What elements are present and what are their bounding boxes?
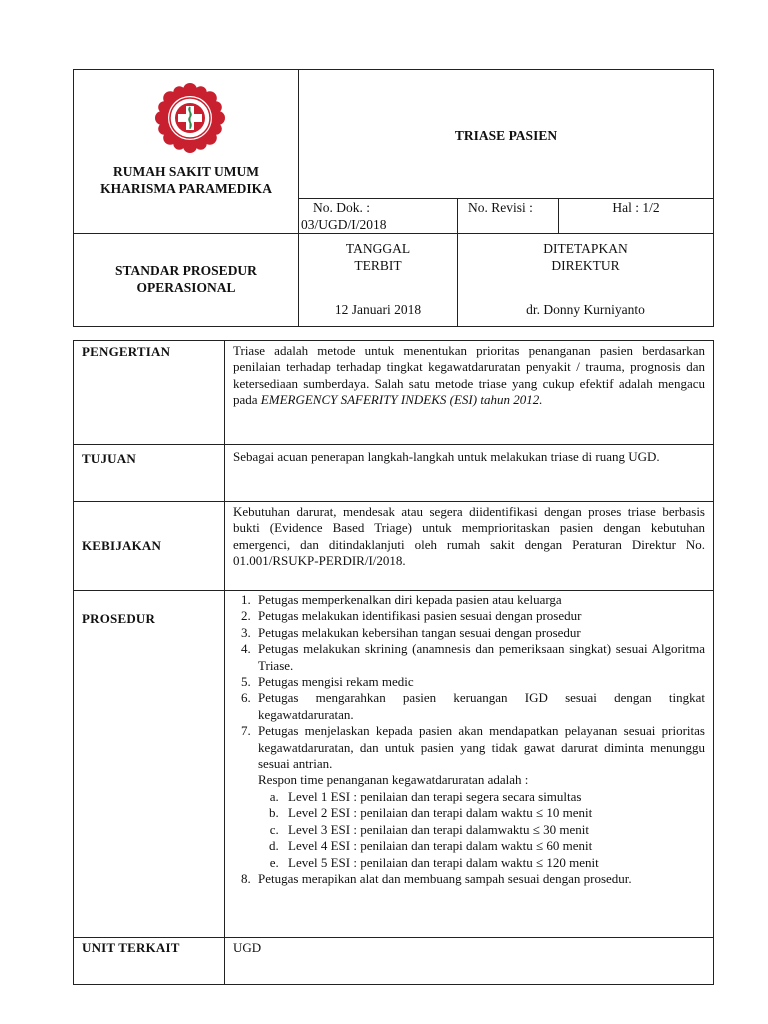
section-label-tujuan: TUJUAN <box>74 445 225 502</box>
document-header <box>73 69 714 327</box>
hospital-logo-icon <box>154 82 226 154</box>
esi-levels <box>258 789 705 871</box>
esi-level-item: c. Level 3 ESI : penilaian dan terapi dalamwaktu ≤ 30 menit <box>282 822 705 838</box>
section-content-unit-terkait: UGD <box>225 938 714 985</box>
hospital-name-line2: KHARISMA PARAMEDIKA <box>100 181 272 196</box>
section-pengertian <box>74 341 714 445</box>
document-title: TRIASE PASIEN <box>454 128 558 143</box>
procedure-step-text: 7. Petugas menjelaskan kepada pasien akan mendapatkan pelayanan sesuai prioritas kegawatdaruratan, dan untuk pasien yang tidak gawat darurat diminta menunggu sesuai antrian. <box>258 723 705 772</box>
doc-number-value: 03/UGD/I/2018 <box>301 217 387 232</box>
section-label-unit-terkait: UNIT TERKAIT <box>74 938 225 985</box>
section-content-pengertian <box>225 341 714 445</box>
hospital-identity <box>74 70 299 234</box>
section-label-prosedur: PROSEDUR <box>74 591 225 938</box>
issued-label-line1: TANGGAL <box>345 241 411 256</box>
esi-level-item: e. Level 5 ESI : penilaian dan terapi dalam waktu ≤ 120 menit <box>282 855 705 871</box>
page-number-label: Hal : 1/2 <box>612 200 660 215</box>
procedure-step: 5. Petugas mengisi rekam medic <box>254 674 705 690</box>
procedure-step: 3. Petugas melakukan kebersihan tangan sesuai dengan prosedur <box>254 625 705 641</box>
procedure-step <box>254 723 705 871</box>
section-content-tujuan: Sebagai acuan penerapan langkah-langkah untuk melakukan triase di ruang UGD. <box>225 445 714 502</box>
esi-level-item: b. Level 2 ESI : penilaian dan terapi dalam waktu ≤ 10 menit <box>282 805 705 821</box>
revision-cell <box>458 199 559 234</box>
esi-level-item: a. Level 1 ESI : penilaian dan terapi segera secara simultas <box>282 789 705 805</box>
sop-title-cell <box>74 234 299 327</box>
response-time-intro: Respon time penanganan kegawatdaruratan adalah : <box>258 772 529 788</box>
procedure-step: 4. Petugas melakukan skrining (anamnesis dan pemeriksaan singkat) sesuai Algoritma Triase. <box>254 641 705 674</box>
pengertian-text: Triase adalah metode untuk menentukan prioritas penanganan pasien berdasarkan penilaian terhadap terhadap tingkat kegawatdaruratan penyakit / trauma, prognosis dan ketersediaan sumberdaya. Salah satu metode triase yang cukup efektif adalah mengacu pada <box>233 343 705 408</box>
section-tujuan <box>74 445 714 502</box>
revision-label: No. Revisi : <box>468 200 533 215</box>
doc-number-cell <box>299 199 458 234</box>
section-label-kebijakan: KEBIJAKAN <box>74 502 225 591</box>
document-title-cell <box>299 70 714 199</box>
approved-label-line1: DITETAPKAN <box>543 241 628 256</box>
issued-date-cell <box>299 234 458 327</box>
section-content-kebijakan: Kebutuhan darurat, mendesak atau segera diidentifikasi dengan proses triase berbasis bukti (Evidence Based Triage) untuk memprioritaskan pasien dengan kebutuhan emergenci, dan ditindaklanjuti oleh rumah sakit dengan Peraturan Direktur No. 01.001/RSUKP-PERDIR/I/2018. <box>225 502 714 591</box>
section-content-prosedur <box>225 591 714 938</box>
sop-title-line1: STANDAR PROSEDUR <box>115 263 257 278</box>
section-unit-terkait <box>74 938 714 985</box>
procedure-steps <box>233 592 705 887</box>
section-prosedur <box>74 591 714 938</box>
procedure-step: 1. Petugas memperkenalkan diri kepada pasien atau keluarga <box>254 592 705 608</box>
issued-label-line2: TERBIT <box>354 258 402 273</box>
doc-number-label: No. Dok. : <box>313 200 370 215</box>
procedure-step: 2. Petugas melakukan identifikasi pasien sesuai dengan prosedur <box>254 608 705 624</box>
approved-label-line2: DIREKTUR <box>551 258 620 273</box>
section-label-pengertian: PENGERTIAN <box>74 341 225 445</box>
sop-content-table <box>73 340 714 985</box>
esi-level-item: d. Level 4 ESI : penilaian dan terapi dalam waktu ≤ 60 menit <box>282 838 705 854</box>
procedure-step: 6. Petugas mengarahkan pasien keruangan IGD sesuai dengan tingkat kegawatdaruratan. <box>254 690 705 723</box>
section-kebijakan <box>74 502 714 591</box>
approved-by-cell <box>458 234 714 327</box>
hospital-name <box>74 163 298 197</box>
procedure-step: 8. Petugas merapikan alat dan membuang sampah sesuai dengan prosedur. <box>254 871 705 887</box>
director-name: dr. Donny Kurniyanto <box>526 302 645 317</box>
pengertian-italic-text: EMERGENCY SAFERITY INDEKS (ESI) tahun 2012. <box>260 392 543 408</box>
sop-title-line2: OPERASIONAL <box>136 280 236 295</box>
hospital-name-line1: RUMAH SAKIT UMUM <box>113 164 259 179</box>
page-number-cell <box>559 199 714 234</box>
issued-date: 12 Januari 2018 <box>334 302 422 317</box>
